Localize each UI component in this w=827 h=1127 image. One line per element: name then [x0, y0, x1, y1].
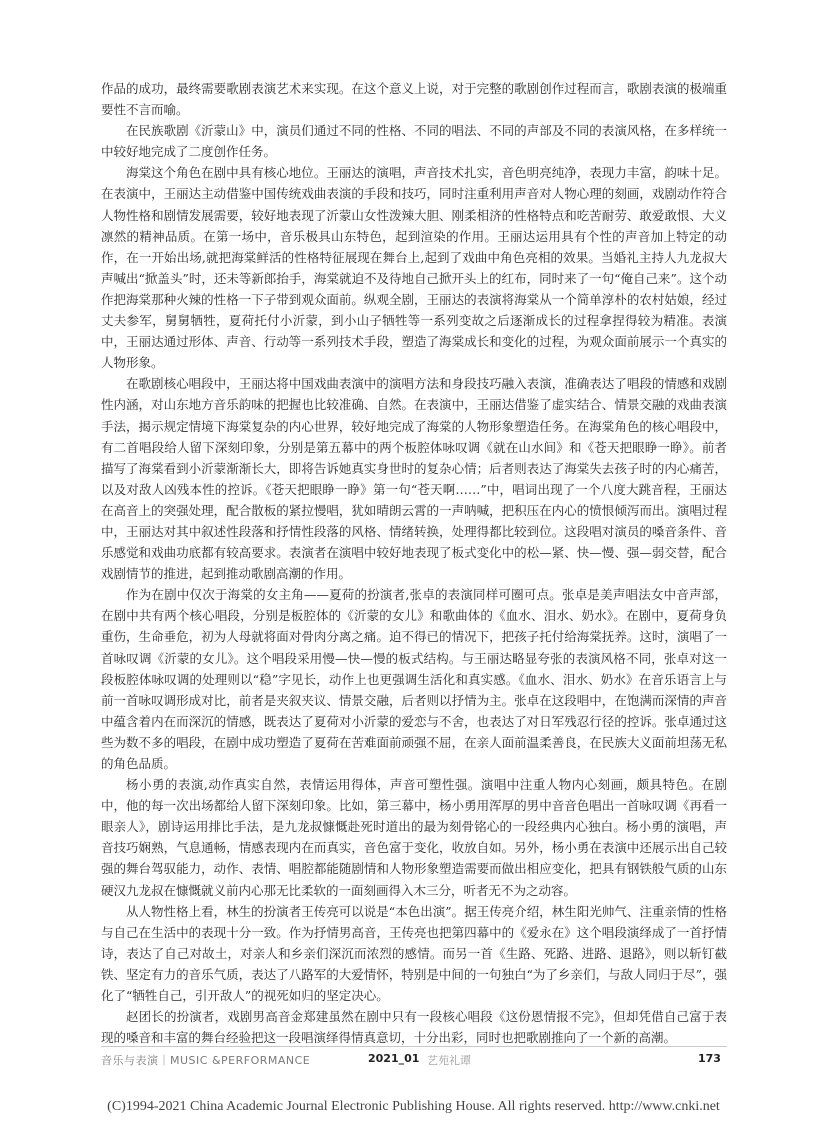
journal-name: 音乐与表演｜MUSIC &PERFORMANCE — [101, 1054, 311, 1067]
footer-divider — [101, 1046, 727, 1047]
paragraph: 在歌剧核心唱段中，王丽达将中国戏曲表演中的演唱方法和身段技巧融入表演，准确表达了唱段的情感和戏剧性内涵，对山东地方音乐韵味的把握也比较准确、自然。在表演中，王丽达借鉴了虚实结合、情景交融的戏曲表演手法，揭示规定情境下海棠复杂的内心世界，较好地完成了海棠的人物形象塑造任务。在海棠角色的核心唱段中，有二首唱段给人留下深刻印象，分别是第五幕中的两个板腔体咏叹调《就在山水间》和《苍天把眼睁一睁》。前者描写了海棠看到小沂蒙渐渐长大，即将告诉她真实身世时的复杂心情；后者则表达了海棠失去孩子时的内心痛苦，以及对敌人凶残本性的控诉。《苍天把眼睁一睁》第一句“苍天啊……”中，唱词出现了一个八度大跳音程，王丽达在高音上的突强处理，配合散板的紧拉慢唱，犹如晴朗云霄的一声呐喊，把积压在内心的愤恨倾泻而出。演唱过程中，王丽达对其中叙述性段落和抒情性段落的风格、情绪转换，处理得都比较到位。这段唱对演员的嗓音条件、音乐感觉和戏曲功底都有较高要求。表演者在演唱中较好地表现了板式变化中的松—紧、快—慢、强—弱交替，配合戏剧情节的推进，起到推动歌剧高潮的作用。 — [101, 376, 727, 582]
paragraph: 杨小勇的表演,动作真实自然，表情运用得体，声音可塑性强。演唱中注重人物内心刻画，颇具特色。在剧中，他的每一次出场都给人留下深刻印象。比如，第三幕中，杨小勇用浑厚的男中音音色唱出一首咏叹调《再看一眼亲人》，剧诗运用排比手法，是九龙叔慷慨赴死时道出的最为刻骨铭心的一段经典内心独白。杨小勇的演唱，声音技巧娴熟，气息通畅，情感表现内在而真实，音色富于变化，收放自如。另外，杨小勇在表演中还展示出自己较强的舞台驾驭能力，动作、表情、唱腔都能随剧情和人物形象塑造需要而做出相应变化，把具有钢铁般气质的山东硬汉九龙叔在慷慨就义前内心那无比柔软的一面刻画得入木三分，听者无不为之动容。 — [101, 777, 727, 898]
issue-number: 2021_01 — [368, 1052, 420, 1065]
paragraph: 作品的成功，最终需要歌剧表演艺术来实现。在这个意义上说，对于完整的歌剧创作过程而言，歌剧表演的极端重要性不言而喻。 — [101, 81, 727, 118]
paragraph: 从人物性格上看，林生的扮演者王传亮可以说是“本色出演”。据王传亮介绍，林生阳光帅气、注重亲情的性格与自己在生活中的表现十分一致。作为抒情男高音，王传亮也把第四幕中的《爱永在》这个唱段演绎成了一首抒情诗，表达了自己对故土，对亲人和乡亲们深沉而浓烈的感情。而另一首《生路、死路、进路、退路》，则以斩钉截铁、坚定有力的音乐气质，表达了八路军的大爱情怀，特别是中间的一句独白“为了乡亲们，与敌人同归于尽”，强化了“牺牲自己，引开敌人”的视死如归的坚定决心。 — [101, 903, 727, 1004]
paragraph: 在民族歌剧《沂蒙山》中，演员们通过不同的性格、不同的唱法、不同的声部及不同的表演风格，在多样统一中较好地完成了二度创作任务。 — [101, 123, 727, 160]
paragraph: 作为在剧中仅次于海棠的女主角——夏荷的扮演者,张卓的表演同样可圈可点。张卓是美声唱法女中音声部，在剧中共有两个核心唱段，分别是板腔体的《沂蒙的女儿》和歌曲体的《血水、泪水、奶水》。在剧中，夏荷身负重伤，生命垂危，初为人母就将面对骨肉分离之痛。迫不得已的情况下，把孩子托付给海棠抚养。这时，演唱了一首咏叹调《沂蒙的女儿》。这个唱段采用慢—快—慢的板式结构。与王丽达略显夸张的表演风格不同，张卓对这一段板腔体咏叹调的处理则以“稳”字见长，动作上也更强调生活化和真实感。《血水、泪水、奶水》在音乐语言上与前一首咏叹调形成对比，前者是夹叙夹议、情景交融，后者则以抒情为主。张卓在这段唱中，在饱满而深情的声音中蕴含着内在而深沉的情感，既表达了夏荷对小沂蒙的爱恋与不舍，也表达了对日军残忍行径的控诉。张卓通过这些为数不多的唱段，在剧中成功塑造了夏荷在苦难面前顽强不屈，在亲人面前温柔善良，在民族大义面前坦荡无私的角色品质。 — [101, 587, 727, 771]
paragraph: 赵团长的扮演者，戏剧男高音金郑建虽然在剧中只有一段核心唱段《这份恩情报不完》，但却凭借自己富于表现的嗓音和丰富的舞台经验把这一段唱演绎得情真意切，十分出彩，同时也把歌剧推向了一个新的高潮。 — [101, 1009, 727, 1046]
page-number: 173 — [698, 1052, 721, 1065]
article-body — [101, 78, 727, 1048]
copyright-notice: (C)1994-2021 China Academic Journal Electronic Publishing House. All rights reserved. http://www.cnki.net — [107, 1099, 720, 1114]
paragraph: 海棠这个角色在剧中具有核心地位。王丽达的演唱，声音技术扎实，音色明亮纯净，表现力丰富，韵味十足。在表演中，王丽达主动借鉴中国传统戏曲表演的手段和技巧，同时注重利用声音对人物心理的刻画，戏剧动作符合人物性格和剧情发展需要，较好地表现了沂蒙山女性泼辣大胆、刚柔相济的性格特点和吃苦耐劳、敢爱敢恨、大义凛然的精神品质。在第一场中，音乐极具山东特色，起到渲染的作用。王丽达运用具有个性的声音加上特定的动作，在一开始出场,就把海棠鲜活的性格特征展现在舞台上,起到了戏曲中角色亮相的效果。当婚礼主持人九龙叔大声喊出“掀盖头”时，还未等新郎抬手，海棠就迫不及待地自己掀开头上的红布，同时来了一句“俺自己来”。这个动作把海棠那种火辣的性格一下子带到观众面前。纵观全剧，王丽达的表演将海棠从一个简单淳朴的农村姑娘，经过丈夫参军，舅舅牺牲，夏荷托付小沂蒙，到小山子牺牲等一系列变故之后逐渐成长的过程拿捏得较为精准。表演中，王丽达通过形体、声音、行动等一系列技术手段，塑造了海棠成长和变化的过程，为观众面前展示一个真实的人物形象。 — [101, 165, 727, 371]
column-name: 艺苑礼谭 — [427, 1054, 471, 1067]
